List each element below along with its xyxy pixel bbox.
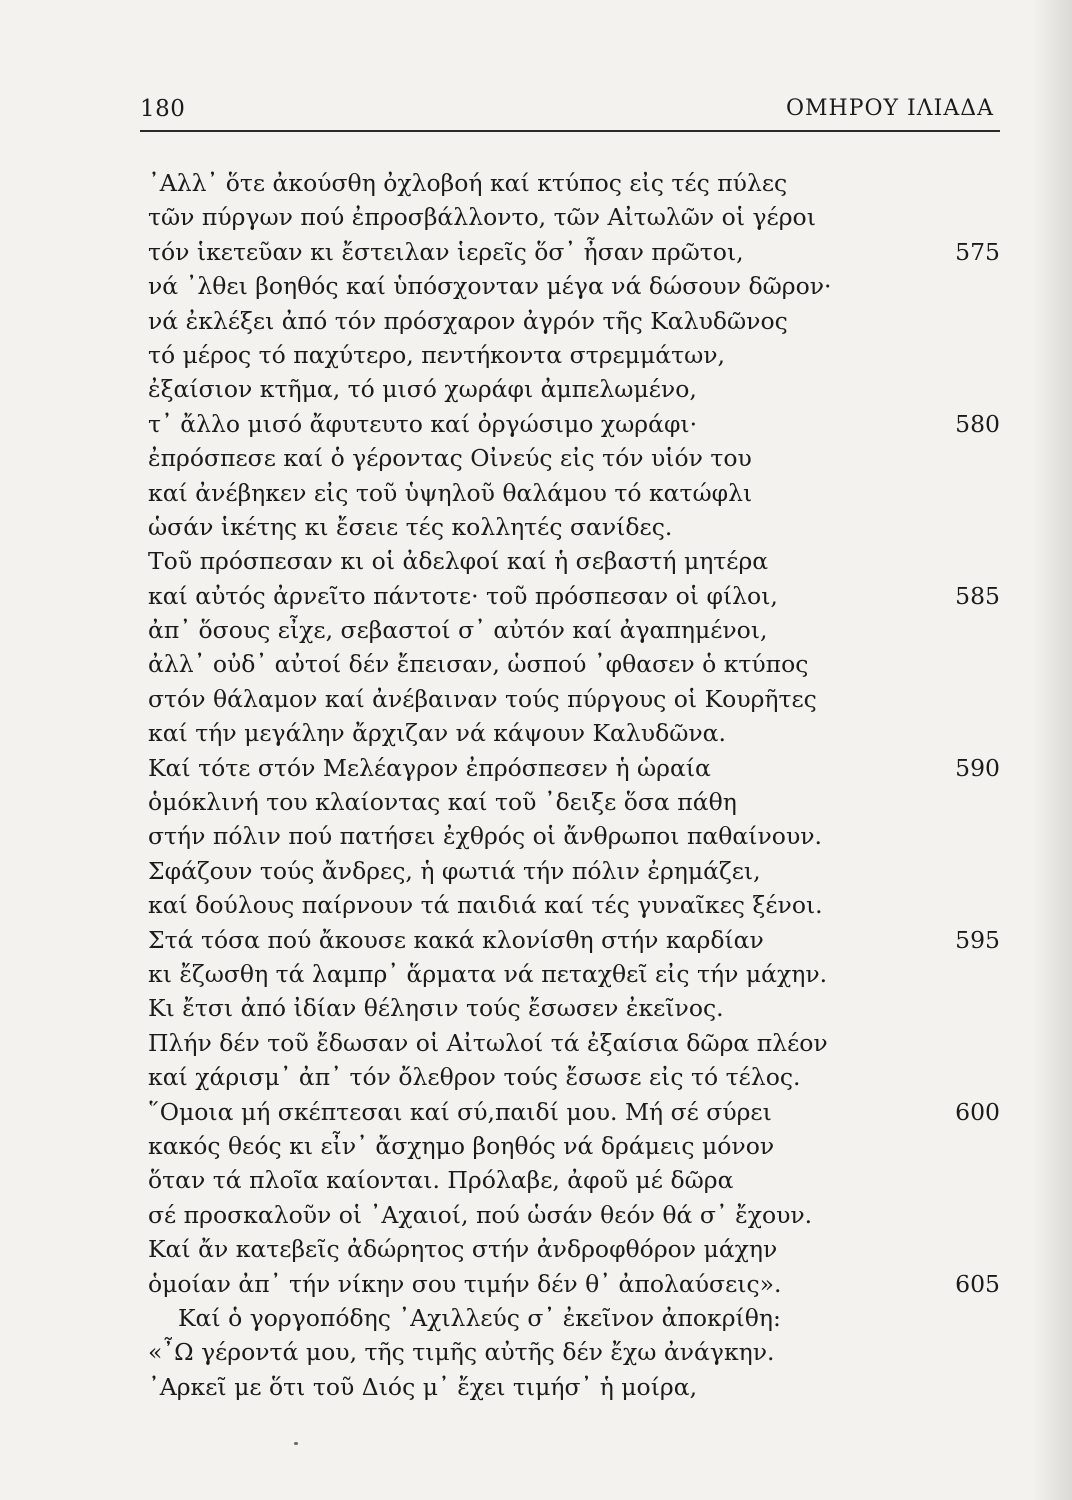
line-number: 590 — [955, 753, 1000, 782]
verse-text: Καί ὁ γοργοπόδης ᾿Αχιλλεύς σ᾿ ἐκεῖνον ἀποκρίθη: — [178, 1303, 781, 1332]
verse-line — [148, 1060, 1000, 1094]
verse-text: Σφάζουν τούς ἄνδρες, ἡ φωτιά τήν πόλιν ἐρημάζει, — [148, 856, 761, 885]
verse-text: Καί τότε στόν Μελέαγρον ἐπρόσπεσεν ἡ ὡραία — [148, 753, 711, 782]
verse-text: καί τήν μεγάλην ἄρχιζαν νά κάψουν Καλυδῶνα. — [148, 719, 727, 748]
line-number: 605 — [955, 1269, 1000, 1298]
verse-line — [148, 1301, 1000, 1335]
verse-line — [148, 304, 1000, 338]
verse-text: ὅταν τά πλοῖα καίονται. Πρόλαβε, ἀφοῦ μέ δῶρα — [148, 1166, 734, 1195]
verse-line — [148, 1335, 1000, 1369]
verse-text: ὁμόκλινή του κλαίοντας καί τοῦ ᾿δειξε ὅσα πάθη — [148, 788, 737, 817]
verse-text: ᾿Αρκεῖ με ὅτι τοῦ Διός μ᾿ ἔχει τιμήσ᾿ ἡ μοίρα, — [148, 1372, 698, 1401]
verse-text: τόν ἱκετεῦαν κι ἔστειλαν ἱερεῖς ὅσ᾿ ἦσαν πρῶτοι, — [148, 237, 744, 266]
verse-line — [148, 991, 1000, 1025]
verse-line — [148, 166, 1000, 200]
verse-line — [148, 407, 1000, 441]
verse-line — [148, 1232, 1000, 1266]
verse-text: ὁμοίαν ἀπ᾿ τήν νίκην σου τιμήν δέν θ᾿ ἀπολαύσεις». — [148, 1269, 782, 1298]
verse-text: στόν θάλαμον καί ἀνέβαιναν τούς πύργους οἱ Κουρῆτες — [148, 684, 817, 713]
verse-line — [148, 441, 1000, 475]
verse-text: νά ᾿λθει βοηθός καί ὑπόσχονταν μέγα νά δώσουν δῶρον· — [148, 272, 832, 301]
verse-text: ἀλλ᾿ οὐδ᾿ αὐτοί δέν ἔπεισαν, ὡσπού ᾿φθασεν ὁ κτύπος — [148, 650, 809, 679]
verse-line — [148, 1198, 1000, 1232]
verse-line — [148, 476, 1000, 510]
line-number: 585 — [955, 581, 1000, 610]
verse-line — [148, 716, 1000, 750]
verse-text: τό μέρος τό παχύτερο, πεντήκοντα στρεμμάτων, — [148, 340, 726, 369]
verse-line — [148, 785, 1000, 819]
verse-line — [148, 647, 1000, 681]
line-number: 580 — [955, 409, 1000, 438]
verse-text: νά ἐκλέξει ἀπό τόν πρόσχαρον ἀγρόν τῆς Καλυδῶνος — [148, 306, 788, 335]
verse-line — [148, 854, 1000, 888]
verse-text: Κι ἔτσι ἀπό ἰδίαν θέλησιν τούς ἔσωσεν ἐκεῖνος. — [148, 994, 724, 1023]
line-number: 575 — [955, 237, 1000, 266]
verse-line — [148, 1267, 1000, 1301]
verse-line — [148, 579, 1000, 613]
verse-line — [148, 751, 1000, 785]
verse-text: ῞Ομοια μή σκέπτεσαι καί σύ,παιδί μου. Μή σέ σύρει — [148, 1097, 772, 1126]
verse-line — [148, 200, 1000, 234]
page-number: 180 — [140, 96, 186, 122]
verse-text: Πλήν δέν τοῦ ἔδωσαν οἱ Αἰτωλοί τά ἐξαίσια δῶρα πλέον — [148, 1028, 828, 1057]
verse-text: «῏Ω γέροντά μου, τῆς τιμῆς αὐτῆς δέν ἔχω ἀνάγκην. — [148, 1338, 775, 1367]
header-rule — [140, 130, 1000, 132]
verse-text: τῶν πύργων πού ἐπροσβάλλοντο, τῶν Αἰτωλῶν οἱ γέροι — [148, 203, 816, 232]
verse-line — [148, 888, 1000, 922]
verse-text: κακός θεός κι εἶν᾿ ἄσχημο βοηθός νά δράμεις μόνον — [148, 1131, 775, 1160]
verse-line — [148, 1370, 1000, 1404]
verse-line — [148, 1095, 1000, 1129]
verse-block — [148, 166, 1000, 1404]
verse-line — [148, 269, 1000, 303]
verse-text: ἐπρόσπεσε καί ὁ γέροντας Οἰνεύς εἰς τόν υἱόν του — [148, 444, 752, 473]
verse-text: Τοῦ πρόσπεσαν κι οἱ ἀδελφοί καί ἡ σεβαστή μητέρα — [148, 547, 769, 576]
verse-line — [148, 923, 1000, 957]
verse-text: καί αὐτός ἀρνεῖτο πάντοτε· τοῦ πρόσπεσαν οἱ φίλοι, — [148, 581, 778, 610]
page-edge-shadow — [1032, 0, 1072, 1500]
verse-line — [148, 1026, 1000, 1060]
verse-text: ἐξαίσιον κτῆμα, τό μισό χωράφι ἀμπελωμένο, — [148, 375, 697, 404]
verse-text: καί ἀνέβηκεν εἰς τοῦ ὑψηλοῦ θαλάμου τό κατώφλι — [148, 478, 753, 507]
running-title: ΟΜΗΡΟΥ ΙΛΙΑΔΑ — [785, 96, 994, 121]
verse-text: τ᾿ ἄλλο μισό ἄφυτευτο καί ὀργώσιμο χωράφι· — [148, 409, 698, 438]
line-number: 600 — [955, 1097, 1000, 1126]
verse-text: σέ προσκαλοῦν οἱ ᾿Αχαιοί, πού ὡσάν θεόν θά σ᾿ ἔχουν. — [148, 1200, 813, 1229]
verse-line — [148, 544, 1000, 578]
verse-text: κι ἔζωσθη τά λαμπρ᾿ ἅρματα νά πεταχθεῖ εἰς τήν μάχην. — [148, 959, 828, 988]
verse-text: ἀπ᾿ ὅσους εἶχε, σεβαστοί σ᾿ αὐτόν καί ἀγαπημένοι, — [148, 616, 768, 645]
verse-text: καί χάρισμ᾿ ἀπ᾿ τόν ὄλεθρον τούς ἔσωσε εἰς τό τέλος. — [148, 1063, 801, 1092]
verse-text: Στά τόσα πού ἄκουσε κακά κλονίσθη στήν καρδίαν — [148, 925, 764, 954]
stray-ink-mark — [294, 1442, 298, 1445]
verse-text: Καί ἄν κατεβεῖς ἀδώρητος στήν ἀνδροφθόρον μάχην — [148, 1235, 778, 1264]
verse-line — [148, 510, 1000, 544]
verse-line — [148, 819, 1000, 853]
verse-text: στήν πόλιν πού πατήσει ἐχθρός οἱ ἄνθρωποι παθαίνουν. — [148, 822, 822, 851]
verse-text: ᾿Αλλ᾿ ὅτε ἀκούσθη ὀχλοβοή καί κτύπος εἰς τές πύλες — [148, 169, 788, 197]
verse-text: ὡσάν ἱκέτης κι ἔσειε τές κολλητές σανίδες. — [148, 512, 673, 541]
verse-line — [148, 235, 1000, 269]
verse-line — [148, 1129, 1000, 1163]
line-number: 595 — [955, 925, 1000, 954]
verse-line — [148, 957, 1000, 991]
verse-line — [148, 682, 1000, 716]
verse-line — [148, 338, 1000, 372]
verse-text: καί δούλους παίρνουν τά παιδιά καί τές γυναῖκες ξένοι. — [148, 891, 823, 920]
verse-line — [148, 372, 1000, 406]
verse-line — [148, 1163, 1000, 1197]
verse-line — [148, 613, 1000, 647]
